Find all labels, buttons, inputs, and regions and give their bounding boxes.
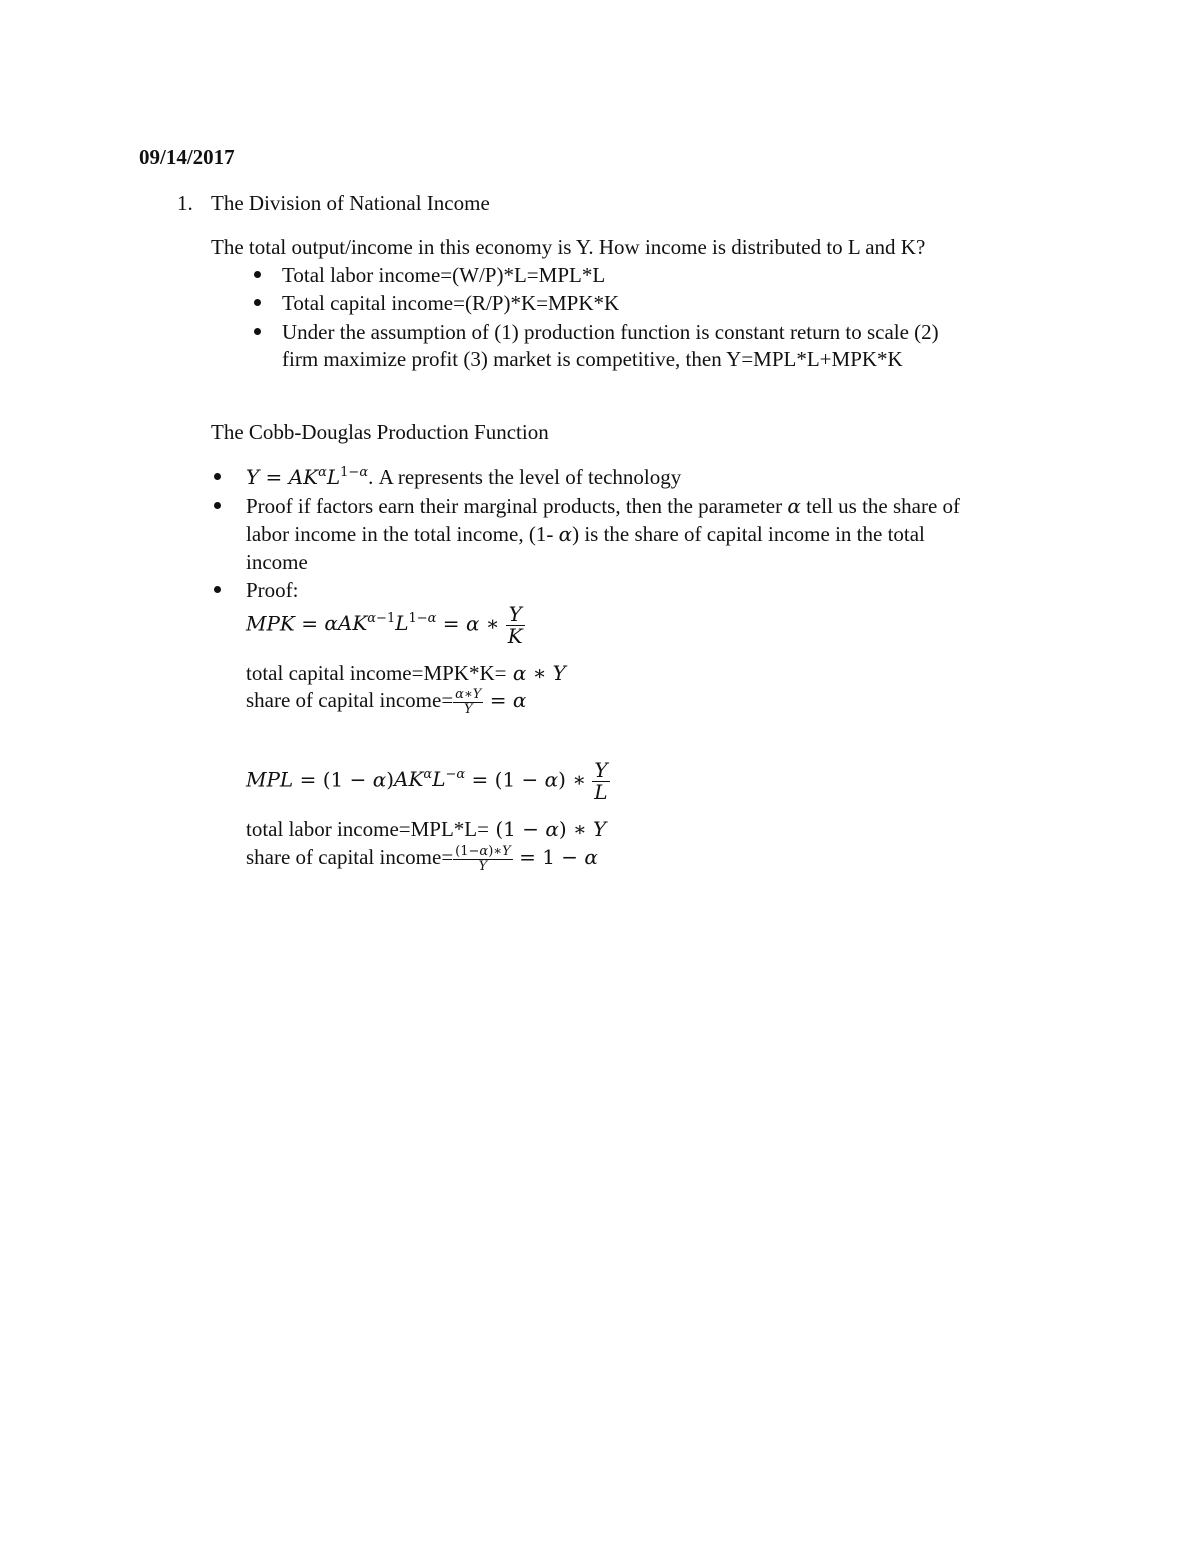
labor-income-bullet: Total labor income=(W/P)*L=MPL*L <box>282 263 606 287</box>
marginal-products-bullet-line2: labor income in the total income, (1- α) is the share of capital income in the total <box>246 522 925 546</box>
intro-paragraph: The total output/income in this economy is Y. How income is distributed to L and K? <box>211 235 926 259</box>
mpk-equation: MPK = $\alpha AK^{\alpha-1}L^{1-\alpha} = \alpha$ ∗ $\frac{Y}{K}$ <box>246 602 523 648</box>
bullet-dot <box>214 473 221 480</box>
section-number: 1. <box>177 191 193 215</box>
labor-share-line: share of capital income= $\frac{(1-\alpha)∗Y}{Y}$ = 1 − α <box>246 844 598 874</box>
bullet-dot <box>254 328 261 335</box>
bullet-dot <box>254 299 261 306</box>
bullet-dot <box>214 586 221 593</box>
technology-note: . A represents the level of technology <box>368 465 682 489</box>
production-function-formula: Y <box>246 465 260 489</box>
proof-label: Proof: <box>246 578 299 602</box>
labor-income-line: total labor income=MPL*L= (1 − α) ∗ Y <box>246 817 607 841</box>
cobb-douglas-title: The Cobb-Douglas Production Function <box>211 420 549 444</box>
capital-share-line: share of capital income= $\frac{\alpha∗Y}{Y}$ = α <box>246 687 527 717</box>
capital-income-bullet: Total capital income=(R/P)*K=MPK*K <box>282 291 620 315</box>
production-function-bullet: $Y = AK^\alpha L^{1-\alpha}$. A represents the level of technology <box>246 465 682 489</box>
marginal-products-bullet-line1: Proof if factors earn their marginal products, then the parameter α tell us the share of <box>246 494 961 518</box>
marginal-products-bullet-line3: income <box>246 550 308 574</box>
bullet-dot <box>214 502 221 509</box>
assumption-bullet-line2: firm maximize profit (3) market is competitive, then Y=MPL*L+MPK*K <box>282 347 903 371</box>
mpl-equation: MPL = $(1 - \alpha)AK^\alpha L^{-\alpha} = (1 - \alpha)$ ∗ $\frac{Y}{L}$ <box>246 758 608 804</box>
capital-income-line: total capital income=MPK*K= α ∗ Y <box>246 661 566 685</box>
assumption-bullet-line1: Under the assumption of (1) production function is constant return to scale (2) <box>282 320 939 344</box>
section-title: The Division of National Income <box>211 191 490 215</box>
date-heading: 09/14/2017 <box>139 145 235 169</box>
bullet-dot <box>254 271 261 278</box>
